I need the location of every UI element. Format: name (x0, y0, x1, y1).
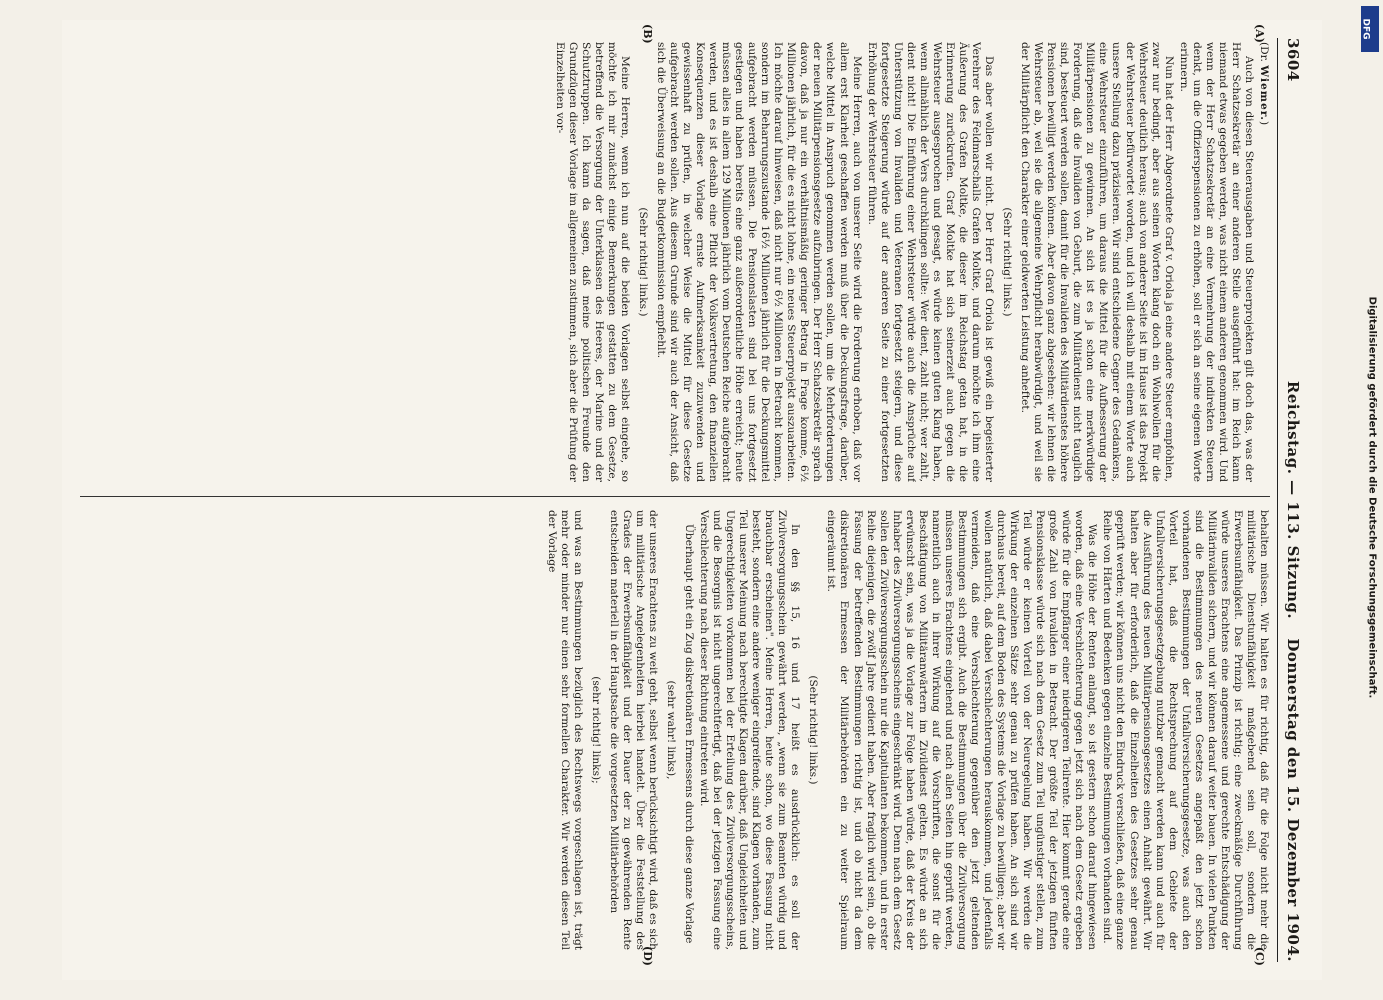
paragraph: Überhaupt geht ein Zug diskretionären Ermessens durch diese ganze Vorlage (682, 524, 695, 944)
right-text-column (80, 510, 1270, 950)
paragraph: und was an Bestimmungen bezüglich des Rechtswegs vorgeschlagen ist, trägt mehr oder minder nur einen sehr formellen Charakter. Wir werden diesen Teil der Vorlage (545, 510, 584, 950)
paragraph: Meine Herren, auch von unserer Seite wird die Forderung erhoben, daß vor allem erst Klarheit geschaffen werden muß über die Deckungsfrage, darüber, welche Mittel in Anspruch genommen werden sollen, um die Mehrforderungen der neuen Militärpensionsgesetze aufzubringen. Der Herr Schatzsekretär sprach davon, daß ja nur ein verhältnismäßig geringer Betrag in Frage komme, 6½ Millionen jährlich, für die es nicht lohne, ein neues Steuerprojekt auszuarbeiten. Ich möchte darauf hinweisen, daß nicht nur 6½ Millionen in Betracht kommen, sondern im Beharrungszustande 16½ Millionen jährlich für die Deckungsmittel aufgebracht werden müssen. Die Pensionslasten sind bei uns fortgesetzt gestiegen und haben bereits eine ganz außerordentliche Höhe erreicht; heute müssen alles in allem 129 Millionen jährlich vom Deutschen Reiche aufgebracht werden, und es ist deshalb eine Pflicht der Volksvertretung, den finanziellen Konsequenzen dieser Vorlage ernste Aufmerksamkeit zuzuwenden und gewissenhaft zu prüfen, in welcher Weise die Mittel für diese Gesetze aufgebracht werden sollen. Aus diesem Grunde sind wir auch der Ansicht, daß sich die Überweisung an die Budgetkommission empfiehlt. (654, 42, 863, 482)
paragraph: Was die Höhe der Renten anlangt, so ist gestern schon darauf hingewiesen worden, daß eine Verschlechterung gegen jetzt sich nach dem Gesetz ergeben würde für die Empfänger einer niedrigeren Teilrente. Hier kommt gerade eine große Zahl von Invaliden in Betracht. Der größte Teil der jetzigen fünften Pensionsklasse würde sich nach dem Gesetz zum Teil ungünstiger stellen, zum Teil würde er keinen Vorteil von der Neuregelung haben. Wir werden die Wirkung der einzelnen Sätze sehr genau zu prüfen haben. An sich sind wir durchaus bereit, auf dem Boden des Systems die Vorlage zu bewilligen; aber wir wollen natürlich, daß dabei Verschlechterungen herauskommen, und jedenfalls vermeiden, daß eine Verschlechterung gegenüber den jetzt geltenden Bestimmungen sich ergibt. Auch die Bestimmungen über die Zivilversorgung müssen unseres Erachtens eingehend und nach allen Seiten hin geprüft werden, namentlich auch in ihrer Wirkung auf die Vorschriften, die sonst für die Beschäftigung von Militäranwärtern im Zivildienst gelten. Es würde an sich erwünscht sein, was ja die Vorlage zur Folge haben würde, daß der Kreis der Inhaber des Zivilversorgungsscheins eingeschränkt wird. Denn nach dem Gesetz sollen den Zivilversorgungsschein nur die Kapitulanten bekommen, und in erster Reihe diejenigen, die zwölf Jahre gedient haben. Aber fraglich wird sein, ob die Fassung der betreffenden Bestimmungen richtig ist, und ob nicht da dem diskretionären Ermessen der Militärbehörden ein zu weiter Spielraum eingeräumt ist. (824, 510, 1098, 950)
paragraph: der unseres Erachtens zu weit geht, selbst wenn berücksichtigt wird, daß es sich um militärische Angelegenheiten hierbei handelt. Über die Feststellung des Grades der Erwerbsunfähigkeit und der Dauer der zu gewährenden Rente entscheiden materiell in der Hauptsache die vorgesetzten Militärbehörden (607, 510, 659, 950)
speaker-prefix: (Dr. (1257, 42, 1270, 66)
dfg-logo (1361, 6, 1379, 52)
dfg-logo-text: DFG (1360, 18, 1371, 40)
running-title: Reichstag. — 113. Sitzung. (1283, 380, 1302, 620)
paragraph: Das aber wollen wir nicht. Der Herr Graf Oriola ist gewiß ein begeisterter Verehrer des Feldmarschalls Grafen Moltke, und darum möchte ich ihm eine Äußerung des Grafen Moltke, die dieser im Reichstag getan hat, in die Erinnerung zurückrufen. Graf Moltke hat sich seinerzeit auch gegen die Wehrsteuer ausgesprochen und gesagt, es würde keinen guten Klang haben, wenn allmählich der Vers durchklingen sollte: Wer dient, zahlt nicht; wer zahlt, dient nicht! Die Einführung einer Wehrsteuer würde auch die Ansprüche auf Unterstützung von Invaliden und Veteranen fortgesetzt steigern, und diese fortgesetzte Steigerung würde auf der anderen Seite zu einer fortgesetzten Erhöhung der Wehrsteuer führen. (865, 42, 995, 482)
left-text-column (80, 42, 1270, 482)
session-date: Donnerstag den 15. Dezember 1904. (1283, 638, 1302, 962)
interjection: (sehr richtig! links); (589, 676, 602, 784)
page-header (1277, 38, 1308, 962)
speaker-name: Wiemer. (1257, 65, 1270, 121)
rotated-document-page (62, 20, 1322, 980)
margin-marker-a: (A) (1252, 24, 1266, 43)
margin-marker-c: (C) (1252, 946, 1266, 966)
column-divider (80, 496, 1270, 497)
paragraph: Meine Herren, wenn ich nun auf die beiden Vorlagen selbst eingehe, so möchte ich mir zunächst einige Bemerkungen gestatten zu dem Gesetze, betreffend die Versorgung der Unterklassen des Heeres, der Marine und der Schutztruppen. Ich kann da sagen, daß meine politischen Freunde den Grundzügen dieser Vorlage im allgemeinen zustimmen, sich aber die Prüfung der Einzelheiten vor- (553, 42, 631, 482)
paragraph: behalten müssen. Wir halten es für richtig, daß für die Folge nicht mehr die militärische Dienstunfähigkeit maßgebend sein soll, sondern die Erwerbsunfähigkeit. Das Prinzip ist richtig; eine zweckmäßige Durchführung würde unseres Erachtens eine angemessene und gerechte Entschädigung der Militärinvaliden sichern, und wir können darauf weiter bauen. In vielen Punkten sind die Bestimmungen des neuen Gesetzes angepaßt den jetzt schon vorhandenen Bestimmungen der Unfallversicherungsgesetze, was auch den Vorteil hat, daß die Rechtsprechung auf dem Gebiete der Unfallversicherungsgesetzgebung nutzbar gemacht werden kann und auch für die Ausführung des neuen Militärpensionsgesetzes einen Anhalt gewährt. Wir halten aber für erforderlich, daß die Einzelheiten des Gesetzes sehr genau geprüft werden; wir können uns nicht den Eindruck verschließen, daß eine ganze Reihe von Härten und Bedenken gegen einzelne Bestimmungen vorhanden sind. (1100, 510, 1270, 950)
interjection: (Sehr richtig! links.) (636, 207, 649, 317)
page-number: 3604 (1283, 38, 1302, 82)
paragraph: Auch von diesen Steuerausgaben und Steuerprojekten gilt doch das, was der Herr Schatzsekretär an einer anderen Stelle ausgeführt hat: im Reich kann niemand etwas gegeben werden, was nicht einem anderen genommen wird. Und wenn der Herr Schatzsekretär an eine Vermehrung der indirekten Steuern denkt, um die Offizierspensionen zu erhöhen, soll er sich an seine eigenen Worte erinnern. (1177, 42, 1255, 482)
digitization-credit (1357, 0, 1383, 1000)
interjection: (Sehr richtig! links.) (806, 675, 819, 785)
margin-marker-d: (D) (640, 946, 654, 966)
interjection: (Sehr richtig! links.) (1000, 207, 1013, 317)
paragraph: Nun hat der Herr Abgeordnete Graf v. Oriola ja eine andere Steuer empfohlen, zwar nur bedingt, aber aus seinen Worten klang doch ein Wohlwollen für die Wehrsteuer deutlich heraus; auch von anderer Seite ist im Hause ist das Projekt der Wehrsteuer befürwortet worden, und ich will deshalb mit einem Worte auch unsere Stellung dazu präzisieren. Wir sind entschiedene Gegner des Gedankens, eine Wehrsteuer einzuführen, um daraus die Mittel für die Aufbesserung der Militärpensionen zu gewinnen. An sich ist es ja schon eine merkwürdige Forderung, daß die Invaliden von Geburt, die zum Militärdienst nicht tauglich sind, besteuert werden sollen, damit für die Invaliden des Militärdienstes höhere Pensionen bewilligt werden können. Aber davon ganz abgesehen: wir lehnen die Wehrsteuer ab, weil sie die allgemeine Wehrpflicht herabwürdigt, und weil sie der Militärpflicht den Charakter einer geldwerten Leistung anheftet. (1018, 42, 1175, 482)
margin-marker-b: (B) (640, 24, 654, 44)
interjection: (sehr wahr! links), (664, 680, 677, 780)
paragraph: In den §§ 15, 16 und 17 heißt es ausdrücklich: es soll der Zivilversorgungsschein gewährt werden, „wenn sie zum Beamten würdig und brauchbar erscheinen". Meine Herren, heute schon, wo diese Fassung nicht besteht, sondern eine andere weniger eingreifende, sind Klagen vorhanden, zum Teil unserer Meinung nach berechtigte Klagen darüber, daß Ungleichheiten und Ungerechtigkeiten vorkommen bei der Erteilung des Zivilversorgungsscheins, und die Besorgnis ist nicht ungerechtfertigt, daß bei der jetzigen Fassung eine Verschlechterung nach dieser Richtung eintreten wird. (697, 510, 801, 950)
credit-text: Digitalisierung gefördert durch die Deutsche Forschungsgemeinschaft. (1366, 296, 1378, 699)
speaker-suffix: ) (1257, 121, 1270, 126)
speaker-line (1256, 42, 1269, 482)
